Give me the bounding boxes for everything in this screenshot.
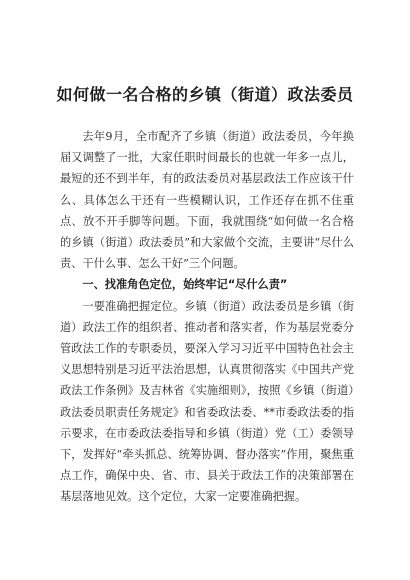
document-body <box>60 126 354 508</box>
intro-paragraph: 去年9月，全市配齐了乡镇（街道）政法委员，今年换届又调整了一批，大家任职时间最长的也就一年多一点儿，最短的还不到半年，有的政法委员对基层政法工作应该干什么、具体怎么干还有一些模糊认识，工作还存在抓不住重点、放不开手脚等问题。下面，我就围绕“如何做一名合格的乡镇（街道）政法委员”和大家做个交流，主要讲“尽什么责、干什么事、怎么干好”三个问题。 <box>60 130 354 271</box>
section-heading: 一、找准角色定位，始终牢记“尽什么责” <box>82 278 288 292</box>
section-paragraph: 一要准确把握定位。乡镇（街道）政法委员是乡镇（街道）政法工作的组织者、推动者和落实者，作为基层党委分管政法工作的专职委员，要深入学习习近平中国特色社会主义思想特别是习近平法治思想，认真贯彻落实《中国共产党政法工作条例》及吉林省《实施细则》，按照《乡镇（街道）政法委员职责任务规定》和省委政法委、**市委政法委的指示要求，在市委政法委指导和乡镇（街道）党（工）委领导下，发挥好“牵头抓总、统筹协调、督办落实”作用，聚焦重点工作，确保中央、省、市、县关于政法工作的决策部署在基层落地见效。这个定位，大家一定要准确把握。 <box>60 299 354 504</box>
document-title: 如何做一名合格的乡镇（街道）政法委员 <box>56 85 354 104</box>
